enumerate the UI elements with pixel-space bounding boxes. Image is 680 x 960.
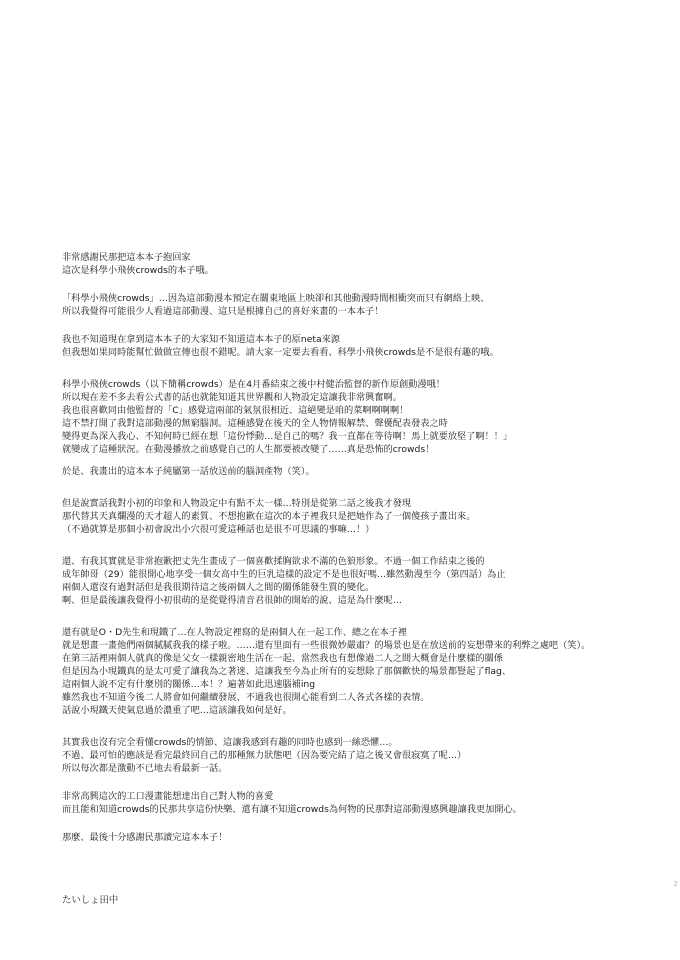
text-line: 但是因為小現鐵真的是太可愛了讓我為之著迷、這讓我至今為止所有的妄想除了那個歡快的場景都豎起了flag、	[62, 666, 512, 677]
text-line: 這次是科學小飛俠crowds的本子哦。	[62, 265, 214, 276]
text-line: 非常高興這次的工口漫畫能想達出自己對人物的喜愛	[62, 791, 274, 802]
text-line: （不過就算是那個小初會說出小穴很可愛這種話也是很不可思議的事嘛…！）	[62, 524, 375, 535]
text-line: 所以每次都是激動不已地去看最新一話。	[62, 763, 228, 774]
text-line: 「科學小飛俠crowds」…因為這部動漫本預定在關東地區上映卻和其他動漫時間相衝突而只有網絡上映、	[62, 293, 490, 304]
text-line: 這兩個人說不定有什麼別的關係…本！？遍著如此迅速腦補ing	[62, 679, 316, 690]
text-line: 所以我覺得可能很少人看過這部動漫、這只是根據自己的喜好來畫的一本本子！	[62, 306, 384, 317]
paragraph-hajime	[62, 497, 652, 536]
paragraph-about-anime	[62, 292, 652, 318]
text-line: 那麼、最後十分感謝民那讀完這本本子！	[62, 832, 228, 843]
text-line: 但我想如果同時能幫忙做做宣傳也很不錯呢。請大家一定要去看看、科學小飛俠crowds是不是很有趣的哦。	[62, 347, 499, 358]
text-line: 這不禁打開了我對這部動漫的無窮腦洞。這種感覺在後天的全人物情報解禁、聲優配表發表之時	[62, 418, 448, 429]
paragraph-closing	[62, 831, 652, 844]
text-line: 就是想畫一畫他們兩個膩膩我我的樣子啦。……還有里面有一些很微妙嚴肅？的場景也是在放送前的妄想帶來的利弊之處吧（笑）。	[62, 640, 591, 651]
paragraph-happy	[62, 790, 652, 816]
text-line: 我也很喜歡同由他監督的「C」感覺這兩部的氣氛很相近、這絕變是咱的菜啊啊啊啊！	[62, 405, 409, 416]
text-line: 那代替其天真爛漫的天才超人的素質、不想抱歉在這次的本子裡我只是把她作為了一個傻孩子畫出來。	[62, 511, 476, 522]
text-line: 於是、我畫出的這本本子純屬第一話放送前的腦洞產物（笑）。	[62, 466, 315, 477]
text-line: 但是說實話我對小初的印象和人物設定中有點不太一樣…特別是從第二話之後我才發現	[62, 498, 412, 509]
text-line: 啊、但是最後讓我覺得小初很萌的是從覺得清音君很帥的開始的說、這是為什麼呢…	[62, 595, 402, 606]
text-line: 話說小現鐵天使氣息過於濃重了吧…這該讓我如何是好。	[62, 705, 292, 716]
paragraph-od	[62, 626, 652, 717]
paragraph-plot	[62, 736, 652, 775]
paragraph-joe	[62, 555, 652, 607]
text-line: 其實我也沒有完全看懂crowds的情節、這讓我感到有趣的同時也感到一絲恐懼…。	[62, 737, 398, 748]
text-line: 我也不知道現在拿到這本本子的大家知不知道這本本子的原neta來源	[62, 334, 340, 345]
paragraph-source	[62, 333, 652, 359]
page-edge-mark: 2	[673, 880, 678, 888]
text-line: 非常感謝民那把這本本子抱回家	[62, 252, 191, 263]
text-line: 兩個人還沒有過對話但是我很期待這之後兩個人之間的關係能發生質的變化。	[62, 582, 375, 593]
text-line: 所以現在差不多去看公式書的話也就能知道其世界觀和人物設定這讓我非常興奮啊。	[62, 392, 402, 403]
text-line: 在第三話裡兩個人就真的像是父女一樣親密地生活在一起、當然我也有想像過二人之間大概會是什麼樣的關係	[62, 653, 503, 664]
paragraph-product	[62, 465, 652, 478]
text-line: 就變成了這種狀況。在動漫播放之前感覺自己的人生都要被改變了……真是恐怖的crowds！	[62, 444, 435, 455]
text-line: 變得更為深入我心、不知何時已經在想「這份悸動…是自己的嗎？我一直都在等待啊！馬上就要放堅了啊！！」	[62, 431, 513, 442]
text-line: 雖然我也不知道今後二人將會如何繼續發展、不過我也很開心能看到二人各式各樣的表情。	[62, 692, 430, 703]
text-line: 科學小飛俠crowds（以下簡稱crowds）是在4月番結束之後中村健治監督的新作原創動漫哦！	[62, 379, 445, 390]
text-line: 而且能和知道crowds的民那共享這份快樂、還有讓不知道crowds為何物的民那對這部動漫感興趣讓我更加開心。	[62, 804, 522, 815]
afterword-text	[62, 251, 652, 844]
author-signature: たいしょ田中	[62, 895, 119, 906]
paragraph-thanks-intro	[62, 251, 652, 277]
paragraph-director	[62, 378, 652, 456]
text-line: 成年帥哥（29）能很開心地享受一個女高中生的巨乳這樣的設定不是也很好嗎…雖然動漫至今（第四話）為止	[62, 569, 506, 580]
text-line: 還、有我其實就是非常抱歉把丈先生畫成了一個喜歡揉胸欲求不滿的色狼形象。不過一個工作結束之後的	[62, 556, 485, 567]
text-line: 不過、最可怕的應該是看完最終回自己的那種無力狀態吧（因為要完結了這之後又會很寂寞了呢…）	[62, 750, 467, 761]
text-line: 還有就是O・D先生和現鐵了…在人物設定裡寫的是兩個人在一起工作、總之在本子裡	[62, 627, 408, 638]
